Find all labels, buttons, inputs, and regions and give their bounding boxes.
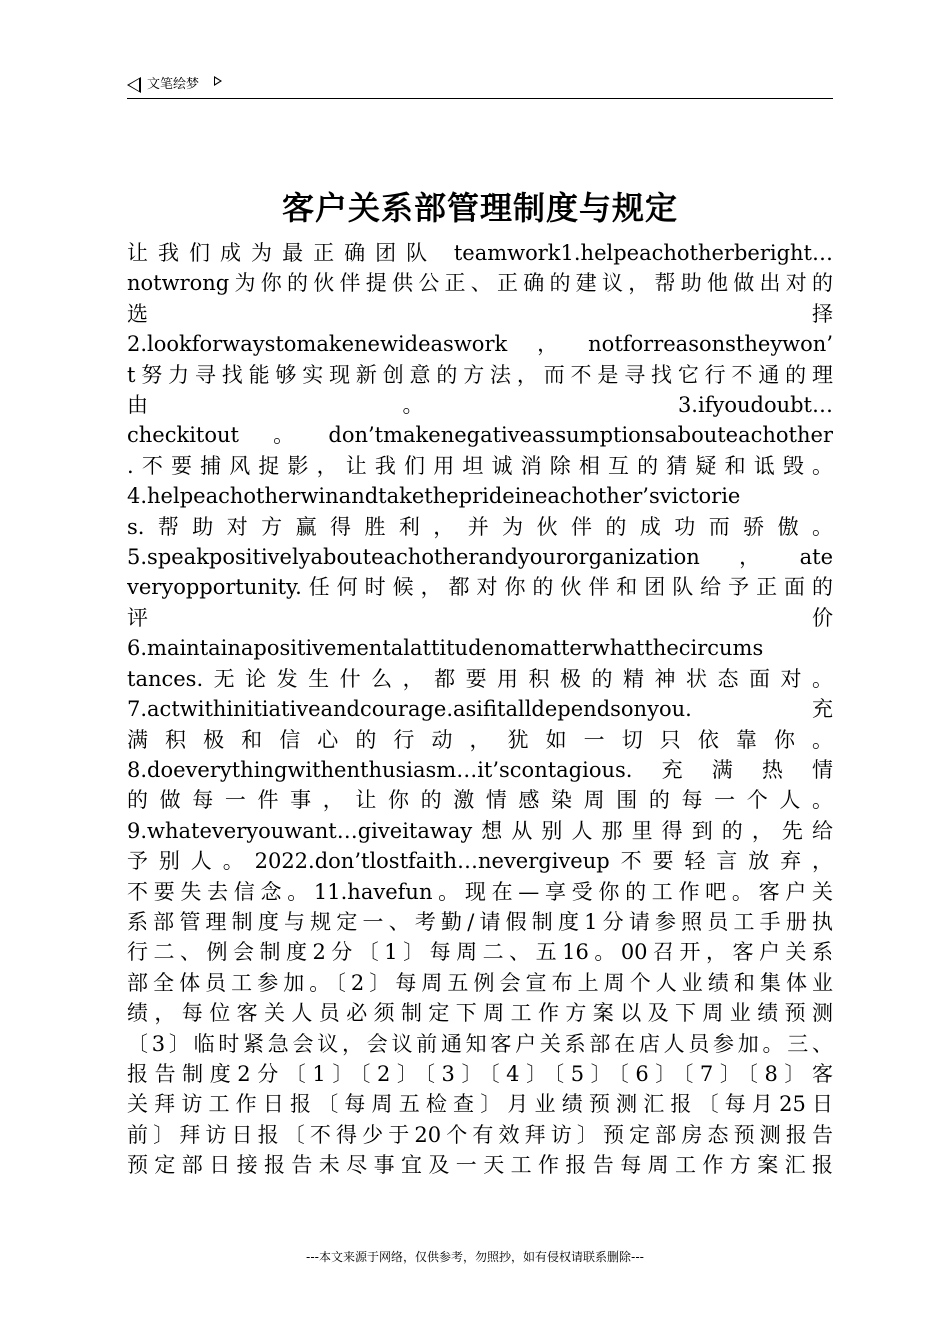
document-body xyxy=(127,238,833,1181)
page-header xyxy=(127,74,833,99)
body-line: 的做每一件事，让你的激情感染周围的每一个人。 xyxy=(127,788,833,813)
body-line: 部全体员工参加。〔2〕每周五例会宣布上周个人业绩和集体业 xyxy=(127,970,833,995)
body-line: 满积极和信心的行动，犹如一切只依靠你。 xyxy=(127,727,833,752)
body-line: 7.actwithinitiativeandcourage.asifitalldependsonyou. 充 xyxy=(127,697,833,722)
triangle-left-icon xyxy=(127,77,141,93)
body-line: notwrong为你的伙伴提供公正、正确的建议，帮助他做出对的 xyxy=(127,271,833,296)
body-line: 2.lookforwaystomakenewideaswork，notforreasonstheywon’ xyxy=(127,332,833,357)
body-line: 不要失去信念。11.havefun。现在—享受你的工作吧。客户关 xyxy=(127,879,833,904)
body-line: tances.无论发生什么，都要用积极的精神状态面对。 xyxy=(127,666,833,691)
body-line: veryopportunity.任何时候，都对你的伙伴和团队给予正面的 xyxy=(127,575,833,600)
body-line: 预定部日接报告未尽事宜及一天工作报告每周工作方案汇报 xyxy=(127,1153,833,1178)
body-line: 予别人。2022.don’tlostfaith…nevergiveup不要轻言放弃， xyxy=(127,849,833,874)
header-brand: 文笔绘梦 xyxy=(147,77,200,92)
body-line: 让我们成为最正确团队 teamwork1.helpeachotherberight… xyxy=(127,241,833,265)
body-line: 系部管理制度与规定一、考勤/请假制度1分请参照员工手册执 xyxy=(127,909,833,934)
page-footer: ---本文来源于网络，仅供参考，勿照抄，如有侵权请联系删除--- xyxy=(306,1250,644,1264)
body-line: checkitout。don’tmakenegativeassumptionsabouteachother xyxy=(127,423,833,448)
body-line: t努力寻找能够实现新创意的方法，而不是寻找它行不通的理 xyxy=(127,362,833,387)
body-line: 前〕拜访日报〔不得少于20个有效拜访〕预定部房态预测报告 xyxy=(127,1122,833,1147)
body-line: 4.helpeachotherwinandtaketheprideineachother’svictorie xyxy=(127,484,741,509)
body-line: 9.whateveryouwant…giveitaway想从别人那里得到的，先给 xyxy=(127,818,833,843)
body-line: 5.speakpositivelyabouteachotherandyourorganization，ate xyxy=(127,545,833,570)
body-line: 选 择 xyxy=(127,301,833,326)
body-line: 8.doeverythingwithenthusiasm…it’scontagious.充满热情 xyxy=(127,757,833,782)
body-line: 6.maintainapositivementalattitudenomatterwhatthecircums xyxy=(127,636,764,661)
body-line: s.帮助对方赢得胜利，并为伙伴的成功而骄傲。 xyxy=(127,514,833,539)
body-line: .不要捕风捉影，让我们用坦诚消除相互的猜疑和诋毁。 xyxy=(127,453,833,478)
document-title: 客户关系部管理制度与规定 xyxy=(281,189,678,227)
body-line: 报告制度2分〔1〕〔2〕〔3〕〔4〕〔5〕〔6〕〔7〕〔8〕客 xyxy=(127,1061,833,1086)
body-line: 关拜访工作日报〔每周五检查〕月业绩预测汇报〔每月25日 xyxy=(127,1092,833,1117)
body-line: 〔3〕临时紧急会议，会议前通知客户关系部在店人员参加。三、 xyxy=(127,1031,833,1056)
body-line: 由 。 3.ifyoudoubt… xyxy=(127,393,833,418)
body-line: 绩，每位客关人员必须制定下周工作方案以及下周业绩预测 xyxy=(127,1001,833,1026)
triangle-right-icon xyxy=(214,76,222,86)
body-line: 行二、例会制度2分〔1〕每周二、五16。00召开，客户关系 xyxy=(127,940,833,965)
body-line: 评 价 xyxy=(127,605,833,630)
